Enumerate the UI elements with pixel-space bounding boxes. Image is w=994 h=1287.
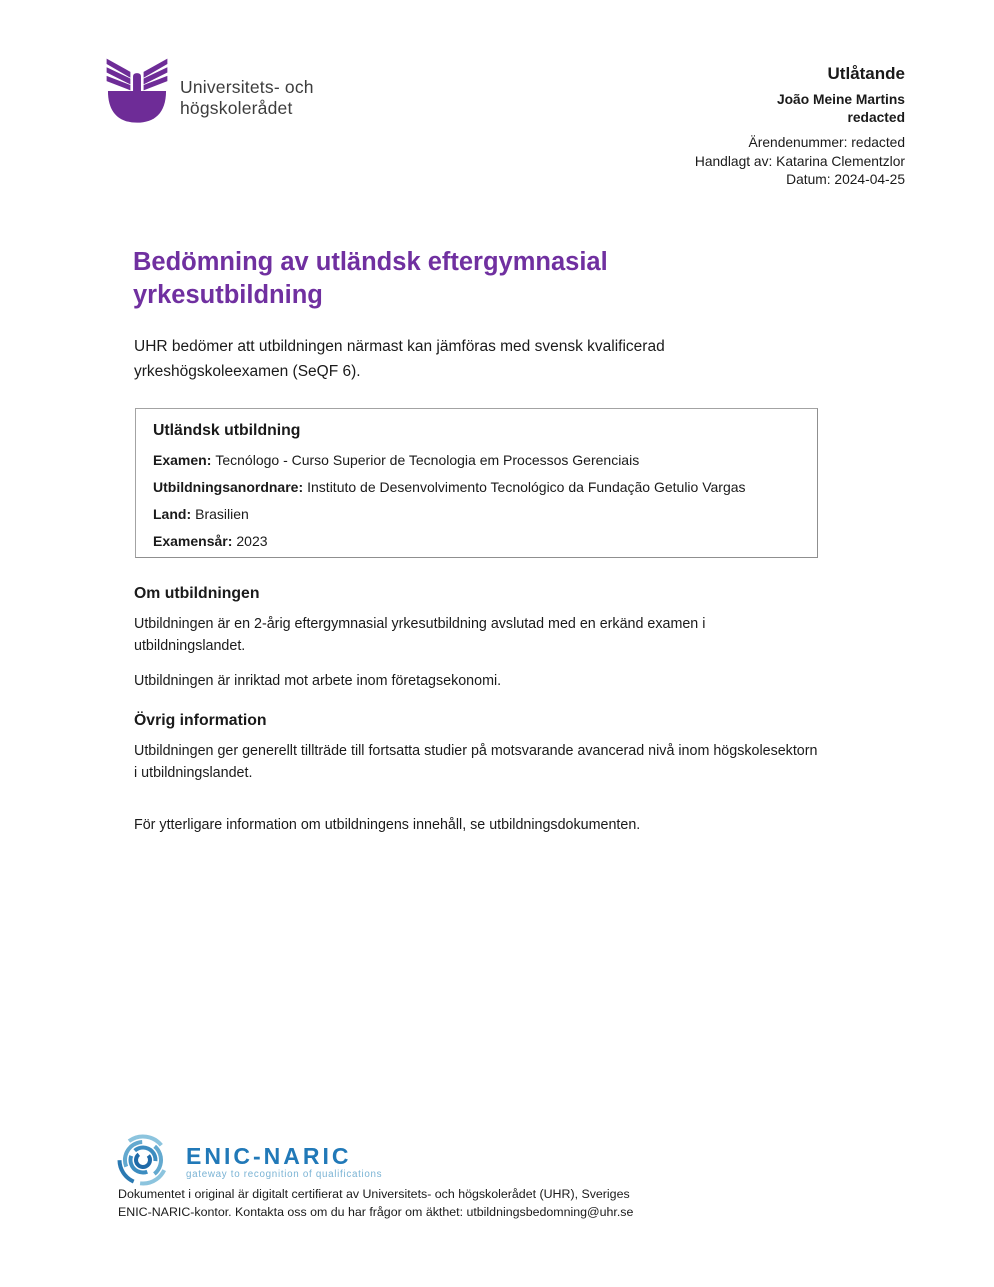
- enic-naric-text-block: [186, 1134, 382, 1180]
- org-name: [180, 57, 314, 119]
- uhr-logo-block: [104, 57, 314, 125]
- enic-naric-swirl-icon: [116, 1134, 174, 1186]
- uhr-logo-icon: [104, 57, 170, 125]
- section-om-utbildningen-paragraph-1: Utbildningen är en 2-årig eftergymnasial yrkesutbildning avslutad med en erkänd examen i utbildningslandet.: [134, 616, 706, 654]
- field-land-value: Brasilien: [195, 506, 249, 522]
- enic-naric-wordmark: ENIC-NARIC: [186, 1143, 352, 1169]
- org-name-line1: Universitets- och: [180, 77, 314, 97]
- field-examensar-value: 2023: [236, 533, 268, 549]
- page-title: Bedömning av utländsk eftergymnasial yrkesutbildning: [133, 248, 608, 309]
- case-meta: [695, 134, 905, 190]
- org-name-line2: högskolerådet: [180, 98, 293, 118]
- doc-type-title: Utlåtande: [827, 64, 905, 83]
- section-ovrig-information: [134, 711, 820, 849]
- field-utbildningsanordnare-label: Utbildningsanordnare:: [153, 479, 304, 495]
- certification-note-line1: Dokumentet i original är digitalt certifierat av Universitets- och högskolerådet (UHR), Sveriges: [118, 1187, 630, 1201]
- field-examensar-label: Examensår:: [153, 533, 233, 549]
- field-examen-label: Examen:: [153, 452, 212, 468]
- field-land: [153, 506, 800, 522]
- field-utbildningsanordnare: [153, 479, 800, 495]
- section-ovrig-information-paragraph-1: Utbildningen ger generellt tillträde till fortsatta studier på motsvarande avancerad nivå inom högskolesektorn i utbildningslandet.: [134, 743, 818, 781]
- recipient-name: João Meine Martins: [776, 92, 905, 107]
- assessment-summary: UHR bedömer att utbildningen närmast kan jämföras med svensk kvalificerad yrkeshögskoleexamen (SeQF 6).: [134, 338, 665, 380]
- certification-note: [118, 1186, 633, 1221]
- section-ovrig-information-paragraph-2: För ytterligare information om utbildningens innehåll, se utbildningsdokumenten.: [134, 817, 641, 833]
- section-om-utbildningen: [134, 584, 820, 705]
- field-examen-value: Tecnólogo - Curso Superior de Tecnologia em Processos Gerenciais: [215, 452, 640, 468]
- field-utbildningsanordnare-value: Instituto de Desenvolvimento Tecnológico da Fundação Getulio Vargas: [307, 479, 746, 495]
- header-meta: [695, 64, 905, 190]
- field-land-label: Land:: [153, 506, 192, 522]
- foreign-education-box: [135, 408, 818, 558]
- recipient-redacted: redacted: [847, 109, 905, 125]
- document-date: Datum: 2024-04-25: [786, 172, 905, 187]
- enic-naric-logo-block: [116, 1134, 382, 1186]
- section-om-utbildningen-heading: Om utbildningen: [134, 585, 260, 602]
- field-examensar: [153, 533, 800, 549]
- section-om-utbildningen-paragraph-2: Utbildningen är inriktad mot arbete inom företagsekonomi.: [134, 673, 502, 689]
- education-box-heading: Utländsk utbildning: [153, 422, 301, 439]
- handled-by: Handlagt av: Katarina Clementzlor: [694, 153, 905, 169]
- section-ovrig-information-heading: Övrig information: [134, 712, 267, 729]
- field-examen: [153, 452, 800, 468]
- enic-naric-tagline: gateway to recognition of qualifications: [186, 1169, 383, 1180]
- certification-note-line2: ENIC-NARIC-kontor. Kontakta oss om du har frågor om äkthet: utbildningsbedomning@uhr.se: [118, 1204, 634, 1219]
- case-number: Ärendenummer: redacted: [748, 135, 905, 150]
